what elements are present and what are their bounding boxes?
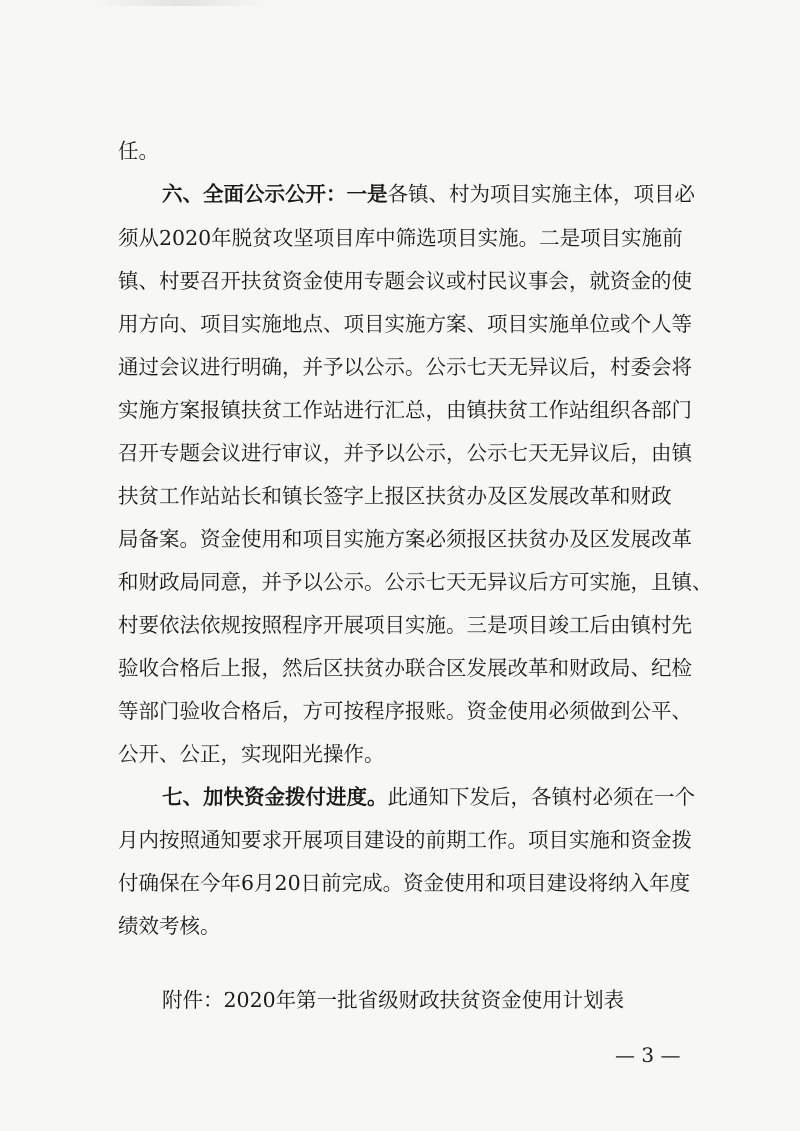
text-line-1: 任。: [118, 139, 159, 163]
text-line-17: 绩效考核。: [118, 914, 221, 938]
text-line-5: 通过会议进行明确，并予以公示。公示七天无异议后，村委会将: [118, 355, 692, 379]
text-line-4: 用方向、项目实施地点、项目实施方案、项目实施单位或个人等: [118, 312, 692, 336]
text-line-7: 召开专题会议进行审议，并予以公示，公示七天无异议后，由镇: [118, 441, 692, 465]
text-line-13: 等部门验收合格后，方可按程序报账。资金使用必须做到公平、: [118, 699, 692, 723]
text-line-6: 实施方案报镇扶贫工作站进行汇总，由镇扶贫工作站组织各部门: [118, 398, 692, 422]
page-number: — 3 —: [615, 1043, 681, 1067]
text-line-8: 扶贫工作站站长和镇长签字上报区扶贫办及区发展改革和财政: [118, 484, 672, 508]
text-line-12: 验收合格后上报，然后区扶贫办联合区发展改革和财政局、纪检: [118, 656, 692, 680]
scan-artifact: [90, 0, 270, 6]
section-six-first-label: 一是: [346, 182, 388, 206]
text-line-11: 村要依法依规按照程序开展项目实施。三是项目竣工后由镇村先: [118, 613, 692, 637]
section-six-first-line: [162, 184, 695, 205]
section-seven-first-line: [162, 787, 695, 808]
section-six-heading: 六、全面公示公开：: [162, 182, 347, 206]
section-six-text: 各镇、村为项目实施主体，项目必: [387, 182, 695, 206]
text-line-16: 付确保在今年6月20日前完成。资金使用和项目建设将纳入年度: [118, 871, 691, 895]
annex-line: 附件：2020年第一批省级财政扶贫资金使用计划表: [162, 988, 625, 1012]
text-line-15: 月内按照通知要求开展项目建设的前期工作。项目实施和资金拨: [118, 828, 692, 852]
text-line-10: 和财政局同意，并予以公示。公示七天无异议后方可实施，且镇、: [118, 570, 713, 594]
text-line-14: 公开、公正，实现阳光操作。: [118, 742, 385, 766]
text-line-3: 镇、村要召开扶贫资金使用专题会议或村民议事会，就资金的使: [118, 269, 692, 293]
text-line-9: 局备案。资金使用和项目实施方案必须报区扶贫办及区发展改革: [118, 527, 692, 551]
section-seven-heading: 七、加快资金拨付进度。: [162, 785, 388, 809]
text-line-2: 须从2020年脱贫攻坚项目库中筛选项目实施。二是项目实施前: [118, 226, 683, 250]
section-seven-text: 此通知下发后，各镇村必须在一个: [387, 785, 695, 809]
